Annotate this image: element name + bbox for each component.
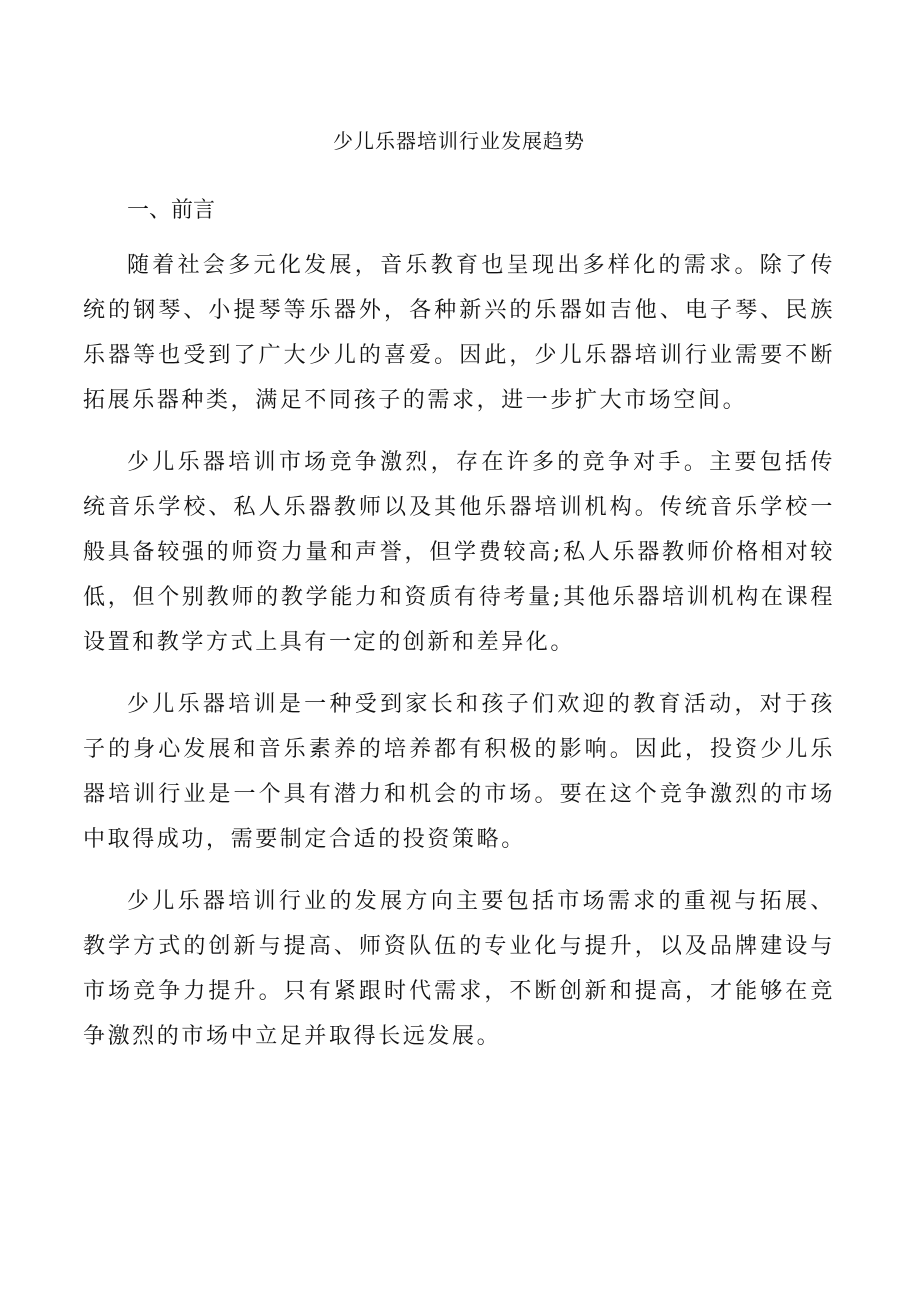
paragraph-2: 少儿乐器培训市场竞争激烈，存在许多的竞争对手。主要包括传统音乐学校、私人乐器教师以及其他乐器培训机构。传统音乐学校一般具备较强的师资力量和声誉，但学费较高;私人乐器教师价格相对较低，但个别教师的教学能力和资质有待考量;其他乐器培训机构在课程设置和教学方式上具有一定的创新和差异化。 (83, 450, 835, 655)
paragraph-4: 少儿乐器培训行业的发展方向主要包括市场需求的重视与拓展、教学方式的创新与提高、师资队伍的专业化与提升，以及品牌建设与市场竞争力提升。只有紧跟时代需求，不断创新和提高，才能够在竞争激烈的市场中立足并取得长远发展。 (83, 889, 835, 1049)
paragraph-1: 随着社会多元化发展，音乐教育也呈现出多样化的需求。除了传统的钢琴、小提琴等乐器外，各种新兴的乐器如吉他、电子琴、民族乐器等也受到了广大少儿的喜爱。因此，少儿乐器培训行业需要不断拓展乐器种类，满足不同孩子的需求，进一步扩大市场空间。 (83, 253, 835, 413)
paragraph-3: 少儿乐器培训是一种受到家长和孩子们欢迎的教育活动，对于孩子的身心发展和音乐素养的培养都有积极的影响。因此，投资少儿乐器培训行业是一个具有潜力和机会的市场。要在这个竞争激烈的市场中取得成功，需要制定合适的投资策略。 (83, 692, 835, 852)
section-heading-preface: 一、前言 (127, 198, 216, 223)
document-title: 少儿乐器培训行业发展趋势 (333, 129, 585, 153)
document-page (83, 118, 835, 1059)
